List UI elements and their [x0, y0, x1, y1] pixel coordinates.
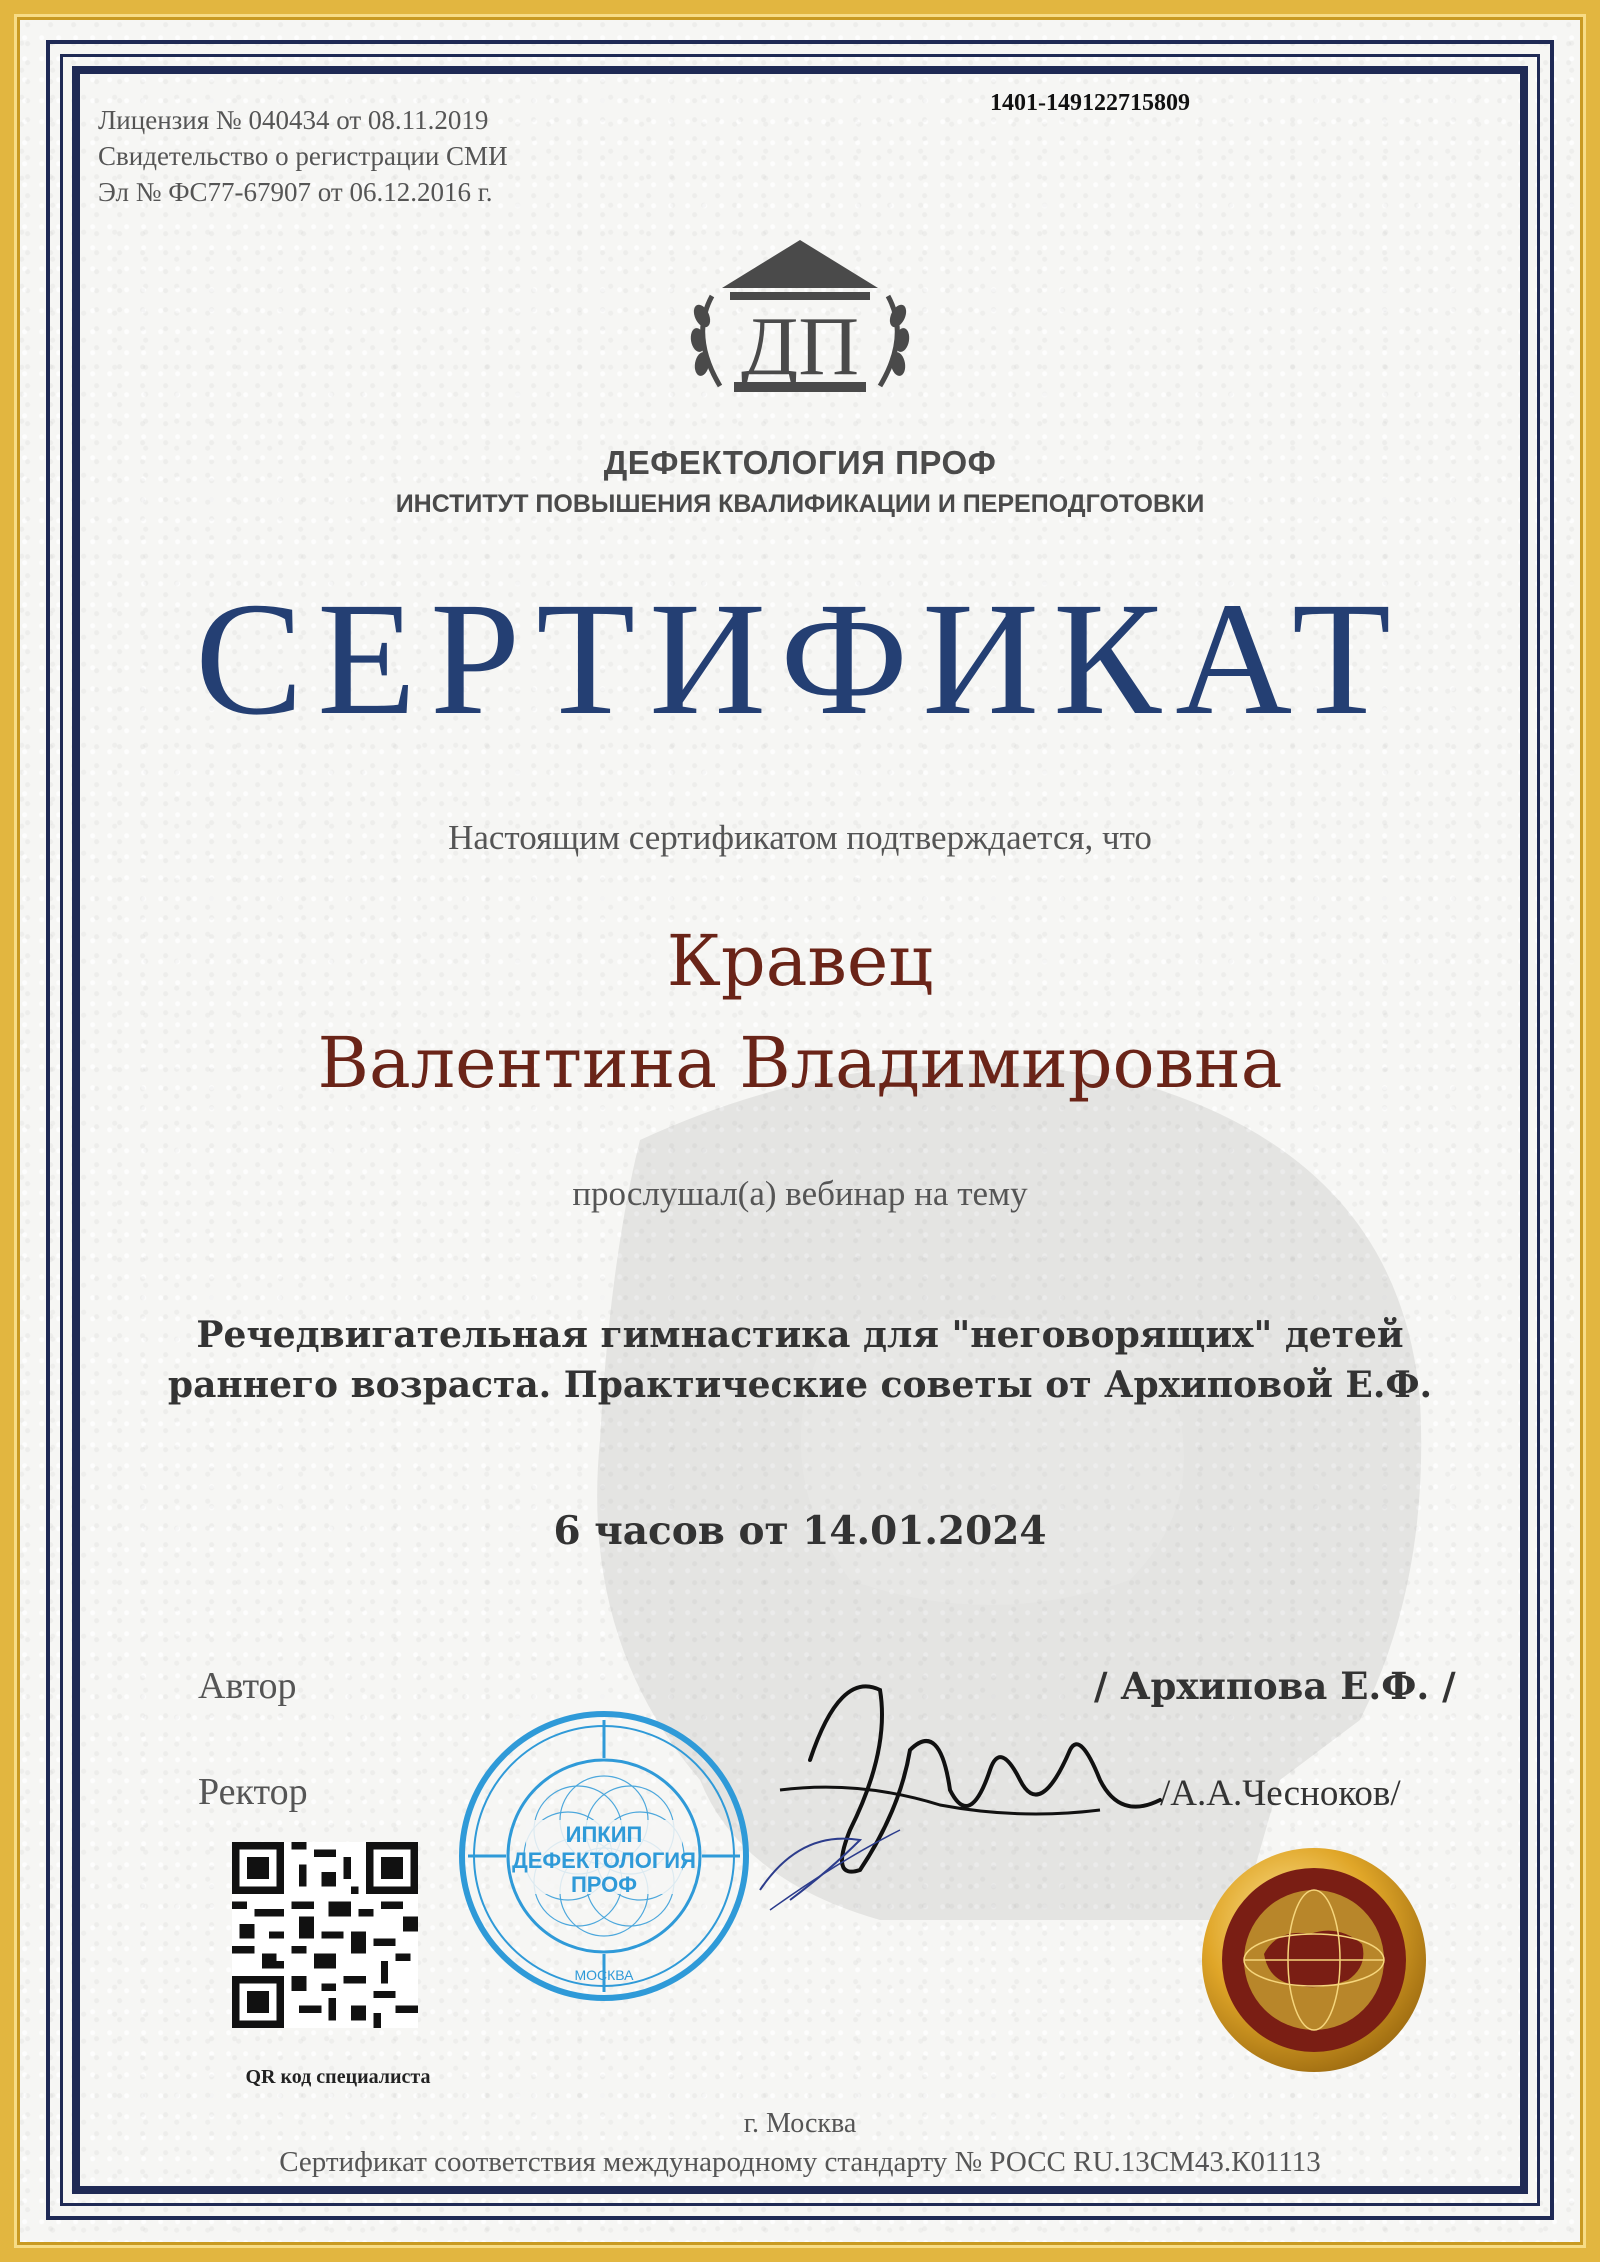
hours-and-date: 6 часов от 14.01.2024 — [553, 1508, 1047, 1554]
media-registration-line: Свидетельство о регистрации СМИ — [98, 141, 508, 171]
confirmation-text: Настоящим сертификатом подтверждается, что — [448, 818, 1152, 857]
brand-name: ДЕФЕКТОЛОГИЯ ПРОФ — [603, 444, 997, 481]
recipient-given-names: Валентина Владимировна — [317, 1022, 1283, 1104]
rector-name: /А.А.Чесноков/ — [1160, 1773, 1401, 1814]
rector-signature — [740, 1630, 1170, 1930]
stamp-city: МОСКВА — [574, 1967, 634, 1983]
webinar-topic: Речедвигательная гимнастика для "неговорящих" детей раннего возраста. Практические советы от Архиповой Е.Ф. — [167, 1314, 1433, 1406]
author-name: / Архипова Е.Ф. / — [1094, 1664, 1456, 1708]
issue-city: г. Москва — [743, 2108, 857, 2139]
license-info — [98, 102, 508, 210]
certificate-title: СЕРТИФИКАТ — [195, 570, 1405, 749]
institute-stamp — [456, 1708, 752, 2004]
media-registration-number: Эл № ФС77-67907 от 06.12.2016 г. — [98, 177, 493, 207]
author-label: Автор — [198, 1665, 297, 1707]
quality-certification-seal — [1198, 1844, 1430, 2076]
standard-compliance: Сертификат соответствия международному стандарту № РОСС RU.13СМ43.К01113 — [279, 2146, 1321, 2178]
qr-caption: QR код специалиста — [245, 2066, 431, 2088]
stamp-line-3: ПРОФ — [570, 1872, 638, 1897]
license-line: Лицензия № 040434 от 08.11.2019 — [98, 105, 489, 135]
recipient-surname: Кравец — [666, 920, 934, 1002]
logo-text: ДП — [741, 300, 859, 393]
listened-text: прослушал(а) вебинар на тему — [572, 1174, 1028, 1213]
registration-number: 1401-149122715809 — [990, 90, 1190, 116]
stamp-line-2: ДЕФЕКТОЛОГИЯ — [512, 1848, 696, 1873]
institute-logo — [680, 236, 920, 404]
brand-subtitle: ИНСТИТУТ ПОВЫШЕНИЯ КВАЛИФИКАЦИИ И ПЕРЕПОДГОТОВКИ — [395, 490, 1205, 518]
stamp-line-1: ИПКИП — [565, 1822, 643, 1847]
qr-code[interactable] — [232, 1842, 418, 2028]
rector-label: Ректор — [198, 1771, 308, 1813]
